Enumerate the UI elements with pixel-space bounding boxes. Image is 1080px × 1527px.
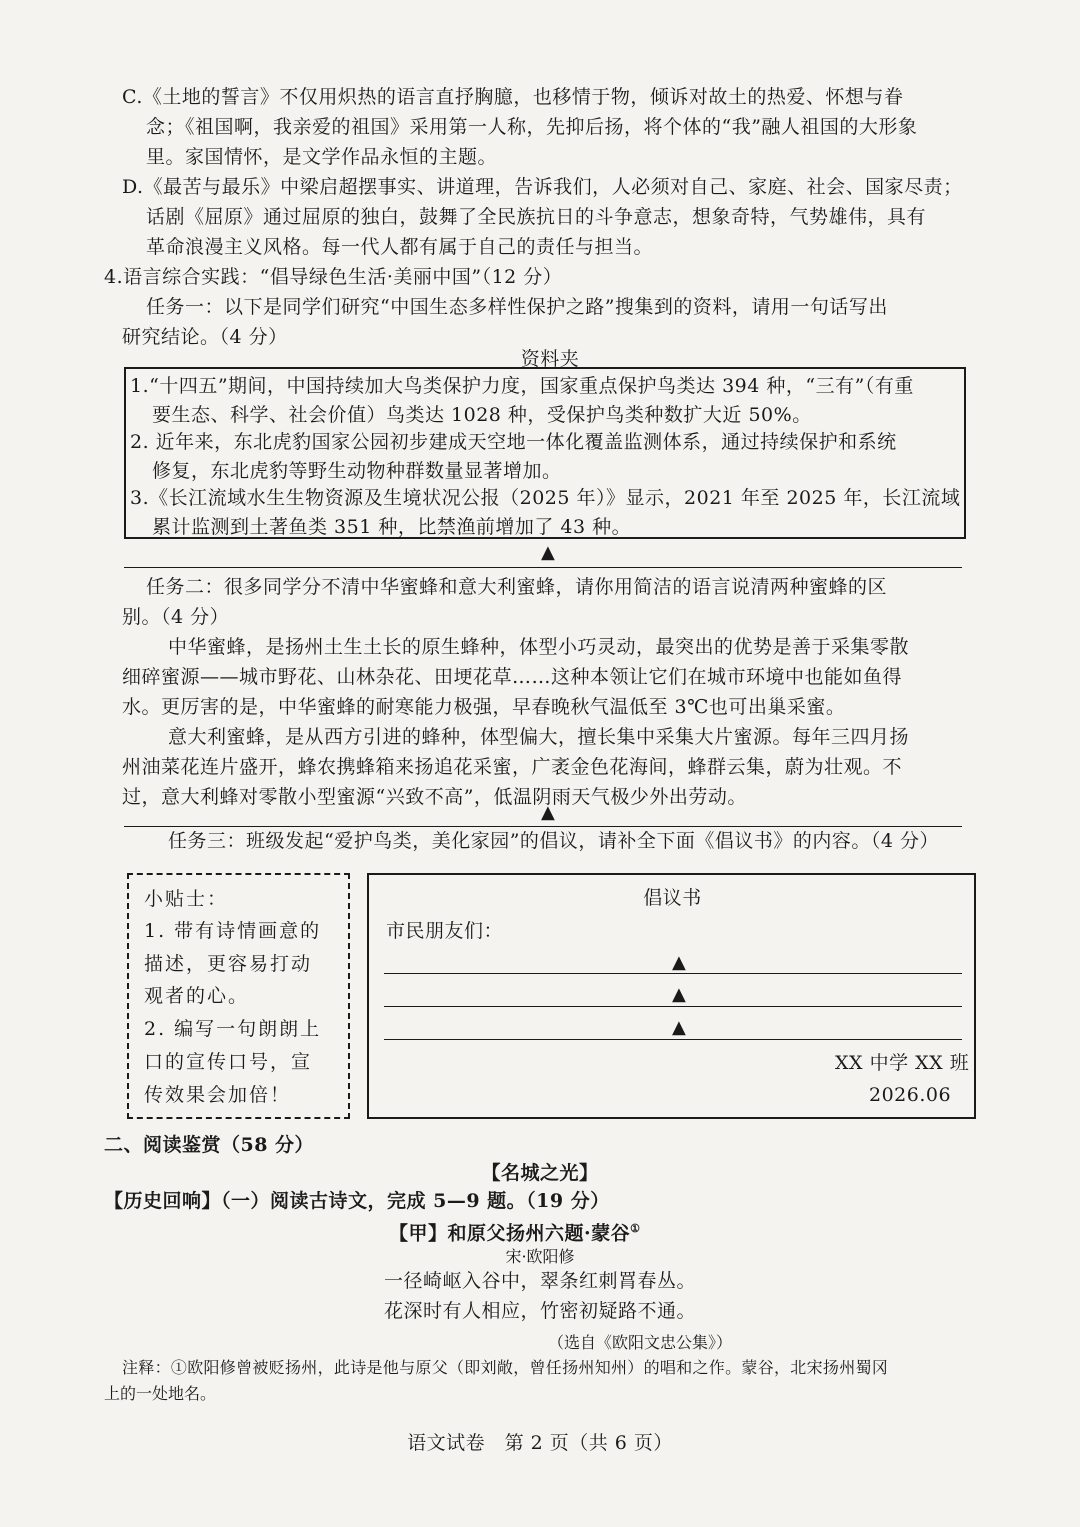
option-c-line-2: 念；《祖国啊，我亲爱的祖国》采用第一人称，先抑后扬，将个体的“我”融人祖国的大形象 — [146, 116, 918, 138]
tips-line-3: 观者的心。 — [144, 985, 250, 1007]
chinese-bee-line-1: 中华蜜蜂，是扬州土生土长的原生蜂种，体型小巧灵动，最突出的优势是善于采集零散 — [168, 636, 910, 658]
proposal-answer-marker-2: ▲ — [672, 984, 686, 1005]
answer-marker-2: ▲ — [541, 802, 555, 823]
option-c-line-3: 里。家国情怀，是文学作品永恒的主题。 — [146, 146, 498, 168]
question-4-title: 4.语言综合实践：“倡导绿色生活·美丽中国”（12 分） — [104, 266, 563, 288]
poem-source: （选自《欧阳文忠公集》） — [548, 1333, 733, 1352]
task3-line: 任务三：班级发起“爱护鸟类，美化家园”的倡议，请补全下面《倡议书》的内容。（4 分） — [168, 830, 940, 852]
chinese-bee-line-3: 水。更厉害的是，中华蜜蜂的耐寒能力极强，早春晚秋气温低至 3℃也可出巢采蜜。 — [122, 696, 846, 718]
proposal-date: 2026.06 — [869, 1084, 952, 1106]
folder-item-2-line-2: 修复，东北虎豹等野生动物种群数量显著增加。 — [152, 460, 562, 482]
task2-line-1: 任务二：很多同学分不清中华蜜蜂和意大利蜜蜂，请你用简洁的语言说清两种蜜蜂的区 — [146, 576, 888, 598]
tips-line-4: 2. 编写一句朗朗上 — [144, 1018, 322, 1040]
tips-line-6: 传效果会加倍！ — [144, 1084, 292, 1106]
task1-line-1: 任务一：以下是同学们研究“中国生态多样性保护之路”搜集到的资料，请用一句话写出 — [146, 296, 888, 318]
answer-line-1[interactable] — [124, 567, 962, 568]
folder-item-3-line-2: 累计监测到土著鱼类 351 种，比禁渔前增加了 43 种。 — [152, 516, 632, 538]
folder-item-1-line-2: 要生态、科学、社会价值）鸟类达 1028 种，受保护鸟类种数扩大近 50%。 — [152, 404, 812, 426]
option-d-line-2: 话剧《屈原》通过屈原的独白，鼓舞了全民族抗日的斗争意志，想象奇特，气势雄伟，具有 — [146, 206, 927, 228]
italian-bee-line-1: 意大利蜜蜂，是从西方引进的蜂种，体型偏大，擅长集中采集大片蜜源。每年三四月扬 — [168, 726, 910, 748]
proposal-greeting: 市民朋友们： — [386, 920, 504, 942]
proposal-answer-line-1[interactable] — [384, 973, 962, 974]
option-d-line-1: D.《最苦与最乐》中梁启超摆事实、讲道理，告诉我们，人必须对自己、家庭、社会、国家尽责； — [122, 176, 963, 198]
proposal-answer-line-2[interactable] — [384, 1006, 962, 1007]
note-line-2: 上的一处地名。 — [104, 1384, 217, 1403]
page-footer: 语文试卷 第 2 页（共 6 页） — [407, 1432, 673, 1454]
proposal-answer-line-3[interactable] — [384, 1039, 962, 1040]
tips-line-1: 1. 带有诗情画意的 — [144, 920, 322, 942]
tips-title: 小贴士： — [144, 888, 229, 910]
folder-item-2-line-1: 2. 近年来，东北虎豹国家公园初步建成天空地一体化覆盖监测体系，通过持续保护和系统 — [130, 431, 897, 453]
note-line-1: 注释：①欧阳修曾被贬扬州，此诗是他与原父（即刘敞，曾任扬州知州）的唱和之作。蒙谷，北宋扬州蜀冈 — [122, 1358, 889, 1377]
task1-line-2: 研究结论。（4 分） — [122, 326, 288, 348]
reading-question-intro: 【历史回响】（一）阅读古诗文，完成 5—9 题。（19 分） — [104, 1190, 610, 1212]
poem-author: 宋·欧阳修 — [505, 1247, 575, 1266]
folder-item-1-line-1: 1.“十四五”期间，中国持续加大鸟类保护力度，国家重点保护鸟类达 394 种，“三有”（有重 — [130, 375, 914, 397]
italian-bee-line-2: 州油菜花连片盛开，蜂农携蜂箱来扬追花采蜜，广袤金色花海间，蜂群云集，蔚为壮观。不 — [122, 756, 903, 778]
poem-title-text: 【甲】和原父扬州六题·蒙谷 — [389, 1222, 631, 1245]
poem-note-mark: ① — [630, 1222, 641, 1235]
proposal-answer-marker-1: ▲ — [672, 952, 686, 973]
option-d-line-3: 革命浪漫主义风格。每一代人都有属于自己的责任与担当。 — [146, 236, 654, 258]
folder-item-3-line-1: 3.《长江流域水生生物资源及生境状况公报（2025 年）》显示，2021 年至 2025 年，长江流域 — [130, 487, 961, 509]
tips-line-2: 描述，更容易打动 — [144, 953, 313, 975]
proposal-title: 倡议书 — [643, 887, 702, 909]
italian-bee-line-3: 过，意大利蜂对零散小型蜜源“兴致不高”，低温阴雨天气极少外出劳动。 — [122, 786, 747, 808]
folder-title: 资料夹 — [520, 348, 580, 370]
chinese-bee-line-2: 细碎蜜源——城市野花、山林杂花、田埂花草……这种本领让它们在城市环境中也能如鱼得 — [122, 666, 903, 688]
tips-line-5: 口的宣传口号，宣 — [144, 1051, 313, 1073]
poem-line-1: 一径崎岖入谷中，翠条红刺罥春丛。 — [383, 1270, 696, 1292]
poem-line-2: 花深时有人相应，竹密初疑路不通。 — [383, 1300, 696, 1322]
poem-title — [389, 1214, 641, 1248]
section-2-subtitle: 【名城之光】 — [481, 1162, 599, 1184]
proposal-answer-marker-3: ▲ — [672, 1017, 686, 1038]
section-2-title: 二、阅读鉴赏（58 分） — [104, 1134, 315, 1156]
task2-line-2: 别。（4 分） — [122, 606, 230, 628]
answer-marker-1: ▲ — [541, 542, 555, 563]
option-c-line-1: C.《土地的誓言》不仅用炽热的语言直抒胸臆，也移情于物，倾诉对故土的热爱、怀想与眷 — [122, 86, 904, 108]
proposal-signer: XX 中学 XX 班 — [835, 1052, 970, 1074]
